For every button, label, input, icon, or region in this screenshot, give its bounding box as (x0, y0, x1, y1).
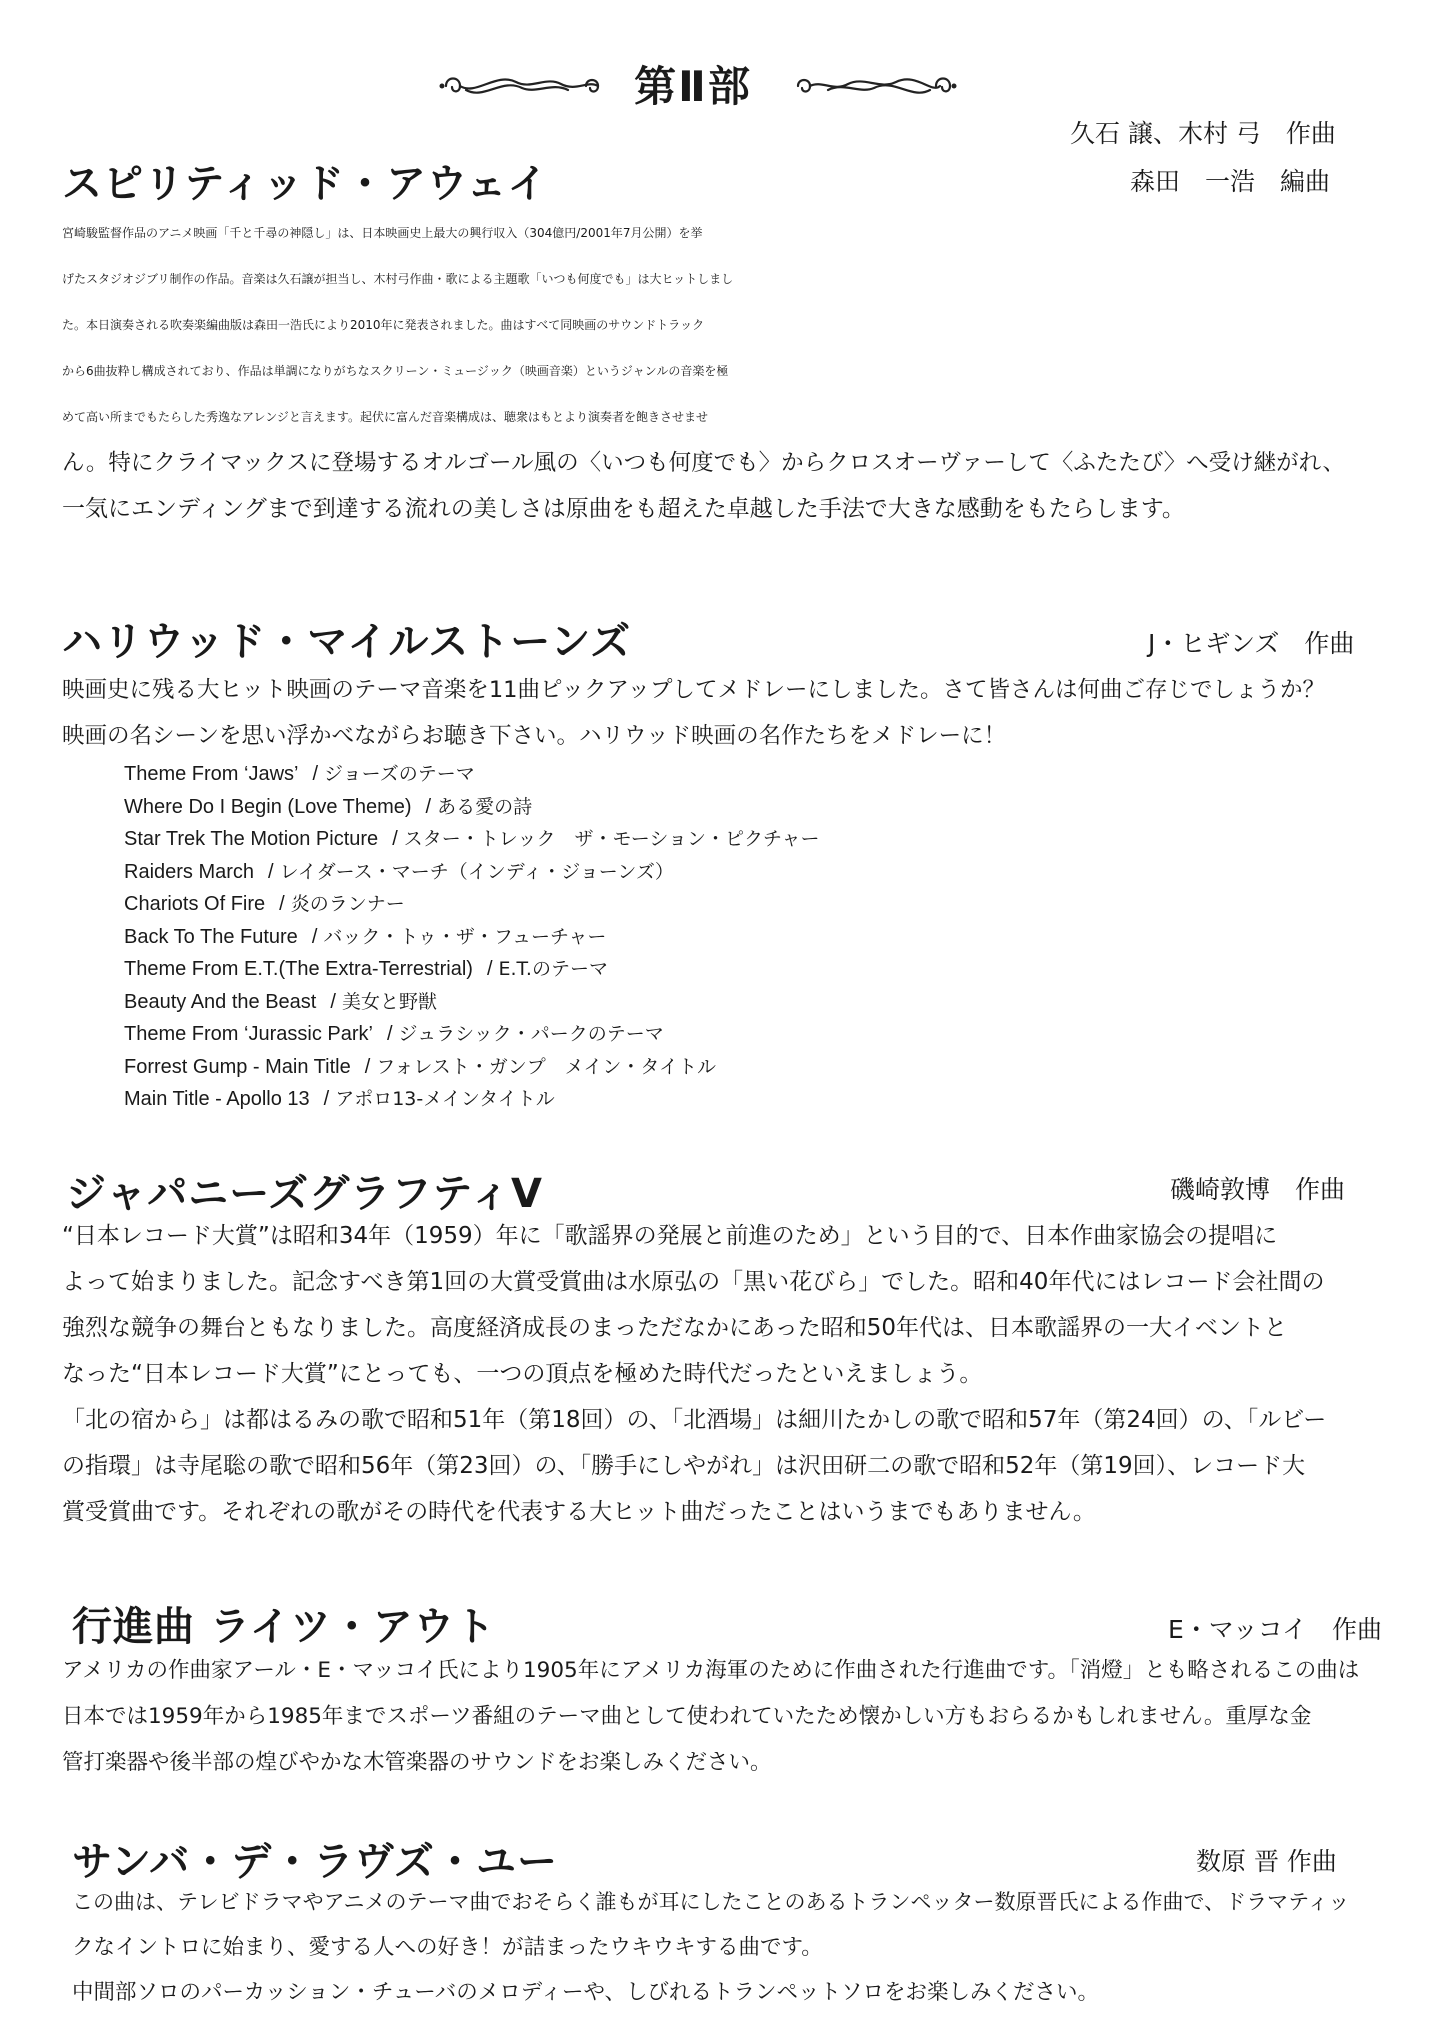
description-line: ん。特にクライマックスに登場するオルゴール風の〈いつも何度でも〉からクロスオーヴァーして〈ふたたび〉へ受け継がれ、 (62, 450, 1345, 476)
description-line: アメリカの作曲家アール・E・マッコイ氏により1905年にアメリカ海軍のために作曲された行進曲です。「消燈」とも略されるこの曲は (62, 1658, 1360, 1683)
piece-2-description (62, 667, 1325, 759)
piece-1-arranger-credit: 森田 一浩 編曲 (1130, 167, 1331, 196)
piece-4-composer-credit: E・マッコイ 作曲 (1168, 1615, 1383, 1644)
track-title-jp: フォレスト・ガンプ メイン・タイトル (376, 1055, 717, 1078)
description-line: 日本では1959年から1985年までスポーツ番組のテーマ曲として使われていたため懐かしい方もおらるかもしれません。重厚な金 (62, 1704, 1312, 1729)
piece-4-description (62, 1648, 1359, 1786)
piece-5-description (72, 1880, 1349, 2015)
medley-track: Chariots Of Fire / 炎のランナー (124, 893, 405, 915)
track-title-jp: E.T.のテーマ (498, 958, 608, 980)
medley-track: Back To The Future / バック・トゥ・ザ・フューチャー (124, 925, 607, 948)
description-line: の指環」は寺尾聡の歌で昭和56年（第23回）の、「勝手にしやがれ」は沢田研二の歌で昭和52年（第19回）、レコード大 (62, 1453, 1306, 1479)
track-title-en: Theme From E.T.(The Extra-Terrestrial) (124, 958, 473, 980)
description-line: 映画の名シーンを思い浮かべながらお聴き下さい。ハリウッド映画の名作たちをメドレーに！ (62, 723, 1007, 749)
track-title-jp: ある愛の詩 (437, 795, 533, 818)
piece-1-composer-credit: 久石 譲、木村 弓 作曲 (1070, 119, 1336, 148)
description-line: 強烈な競争の舞台ともなりました。高度経済成長のまっただなかにあった昭和50年代は、日本歌謡界の一大イベントと (62, 1315, 1288, 1341)
track-title-jp: 美女と野獣 (341, 990, 437, 1013)
description-line: げたスタジオジブリ制作の作品。音楽は久石譲が担当し、木村弓作曲・歌による主題歌「いつも何度でも」は大ヒットしまし (62, 272, 734, 286)
part-title: 第Ⅱ部 (634, 62, 752, 111)
track-title-en: Forrest Gump - Main Title (124, 1055, 351, 1078)
track-title-en: Star Trek The Motion Picture (124, 828, 379, 850)
piece-2-title: ハリウッド・マイルストーンズ (62, 619, 632, 665)
track-title-jp: アポロ13‐メインタイトル (335, 1088, 555, 1110)
description-line: 中間部ソロのパーカッション・チューバのメロディーや、しびれるトランペットソロをお楽しみください。 (72, 1980, 1100, 2005)
description-line: “日本レコード大賞”は昭和34年（1959）年に「歌謡界の発展と前進のため」という目的で、日本作曲家協会の提唱に (62, 1223, 1278, 1249)
track-title-jp: ジョーズのテーマ (324, 763, 475, 785)
track-title-jp: バック・トゥ・ザ・フューチャー (323, 925, 607, 948)
piece-5-title: サンバ・デ・ラヴズ・ユー (72, 1839, 558, 1885)
piece-5-composer-credit: 数原 晋 作曲 (1196, 1847, 1337, 1876)
left-scroll-ornament-icon (436, 66, 606, 106)
description-line: から6曲抜粋し構成されており、作品は単調になりがちなスクリーン・ミュージック（映画音楽）というジャンルの音楽を極 (62, 364, 729, 378)
track-title-en: Where Do I Begin (Love Theme) (124, 795, 412, 818)
description-line: よって始まりました。記念すべき第1回の大賞受賞曲は水原弘の「黒い花びら」でした。昭和40年代にはレコード会社間の (62, 1269, 1325, 1295)
piece-3-title: ジャパニーズグラフティⅤ (66, 1171, 543, 1217)
medley-track: Raiders March / レイダース・マーチ（インディ・ジョーンズ） (124, 860, 674, 883)
description-line: た。本日演奏される吹奏楽編曲版は森田一浩氏により2010年に発表されました。曲はすべて同映画のサウンドトラック (62, 318, 705, 332)
track-title-en: Chariots Of Fire (124, 893, 266, 915)
piece-4-title: 行進曲 ライツ・アウト (72, 1604, 496, 1650)
piece-3-composer-credit: 磯崎敦博 作曲 (1170, 1175, 1346, 1204)
medley-track: Forrest Gump - Main Title / フォレスト・ガンプ メイン・タイトル (124, 1055, 717, 1078)
description-line: 「北の宿から」は都はるみの歌で昭和51年（第18回）の、「北酒場」は細川たかしの歌で昭和57年（第24回）の、「ルビー (62, 1407, 1327, 1433)
track-title-en: Theme From ‘Jurassic Park’ (124, 1023, 373, 1045)
description-line: なった“日本レコード大賞”にとっても、一つの頂点を極めた時代だったといえましょう。 (62, 1361, 983, 1387)
description-line: 映画史に残る大ヒット映画のテーマ音楽を11曲ピックアップしてメドレーにしました。さて皆さんは何曲ご存じでしょうか？ (62, 677, 1325, 703)
description-line: 宮崎駿監督作品のアニメ映画「千と千尋の神隠し」は、日本映画史上最大の興行収入（304億円/2001年7月公開）を挙 (62, 226, 703, 240)
medley-track-list (124, 758, 819, 1116)
track-title-jp: レイダース・マーチ（インディ・ジョーンズ） (279, 860, 674, 883)
piece-1-description (62, 210, 1345, 532)
piece-1-title: スピリティッド・アウェイ (62, 161, 549, 207)
medley-track: Star Trek The Motion Picture / スター・トレック ザ・モーション・ピクチャー (124, 828, 820, 850)
piece-3-description (62, 1213, 1326, 1535)
track-title-en: Back To The Future (124, 925, 298, 948)
medley-track: Main Title - Apollo 13 / アポロ13‐メインタイトル (124, 1088, 555, 1110)
medley-track: Theme From ‘Jurassic Park’ / ジュラシック・パークのテーマ (124, 1023, 664, 1045)
track-title-en: Main Title - Apollo 13 (124, 1088, 310, 1110)
description-line: めて高い所までもたらした秀逸なアレンジと言えます。起伏に富んだ音楽構成は、聴衆はもとより演奏者を飽きさせませ (62, 410, 708, 424)
track-title-en: Beauty And the Beast (124, 990, 317, 1013)
medley-track: Theme From E.T.(The Extra-Terrestrial) / E.T.のテーマ (124, 958, 608, 980)
medley-track: Where Do I Begin (Love Theme) / ある愛の詩 (124, 795, 533, 818)
description-line: 管打楽器や後半部の煌びやかな木管楽器のサウンドをお楽しみください。 (62, 1750, 772, 1775)
track-title-en: Theme From ‘Jaws’ (124, 763, 299, 785)
track-title-en: Raiders March (124, 860, 255, 883)
track-title-jp: スター・トレック ザ・モーション・ピクチャー (403, 828, 820, 850)
medley-track: Theme From ‘Jaws’ / ジョーズのテーマ (124, 763, 475, 785)
description-line: 賞受賞曲です。それぞれの歌がその時代を代表する大ヒット曲だったことはいうまでもありません。 (62, 1499, 1096, 1525)
description-line: クなイントロに始まり、愛する人への好き！が詰まったウキウキする曲です。 (72, 1935, 823, 1960)
medley-track: Beauty And the Beast / 美女と野獣 (124, 990, 437, 1013)
description-line: この曲は、テレビドラマやアニメのテーマ曲でおそらく誰もが耳にしたことのあるトランペッター数原晋氏による作曲で、ドラマティッ (72, 1890, 1350, 1914)
description-line: 一気にエンディングまで到達する流れの美しさは原曲をも超えた卓越した手法で大きな感動をもたらします。 (62, 496, 1185, 522)
piece-2-composer-credit: J・ヒギンズ 作曲 (1148, 629, 1355, 658)
track-title-jp: ジュラシック・パークのテーマ (398, 1023, 664, 1045)
right-scroll-ornament-icon (790, 66, 960, 106)
part-header (0, 48, 1440, 118)
track-title-jp: 炎のランナー (290, 893, 405, 915)
